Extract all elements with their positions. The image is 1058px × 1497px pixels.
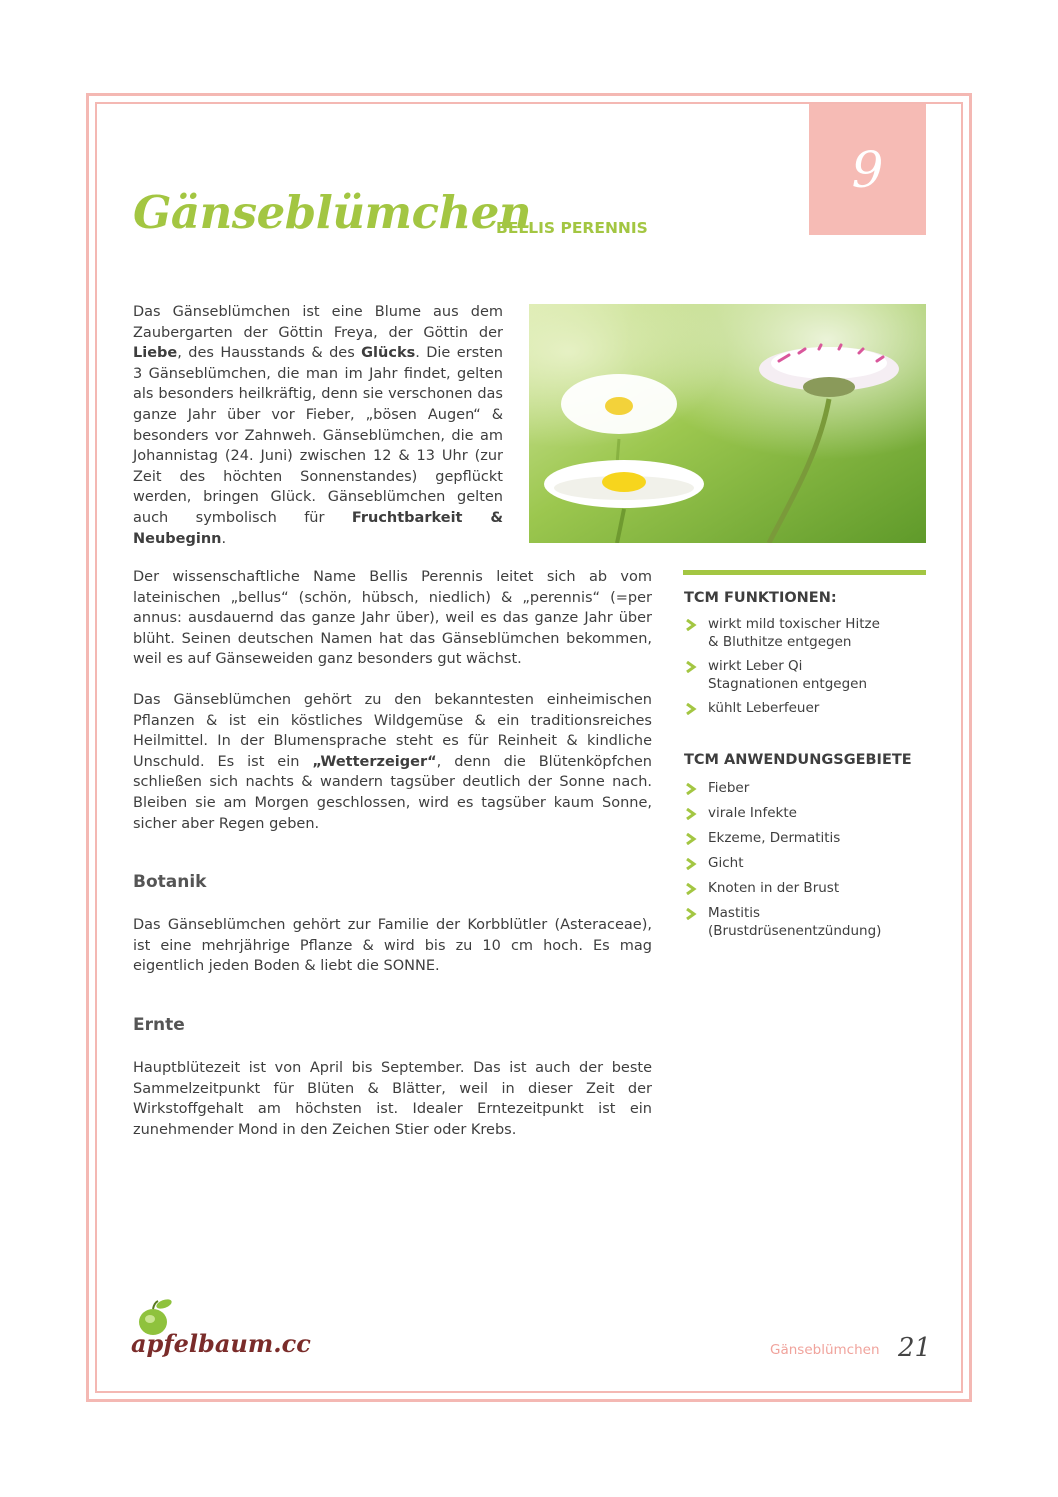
list-item: kühlt Leberfeuer [684, 700, 880, 718]
intro-paragraph: Das Gänseblümchen ist eine Blume aus dem Zaubergarten der Göttin Freya, der Göttin der Liebe, des Hausstands & des Glücks. Die ersten 3 Gänseblümchen, die man im Jahr findet, gelten als besonders heilkräftig, denn sie verschonen das ganze Jahr über vor Fieber, „bösen Augen“ & besonders vor Zahnweh. Gänseblümchen, die am Johannistag (24. Juni) zwischen 12 & 13 Uhr (zur Zeit des höchten Sonnenstandes) gepflückt werden, bringen Glück. Gänseblümchen gelten auch symbolisch für Fruchtbarkeit & Neubeginn. [133, 304, 503, 547]
daisy-photo [529, 304, 926, 543]
paragraph-name-origin: Der wissenschaftliche Name Bellis Perennis leitet sich ab vom lateinischen „bellus“ (schön, hübsch, niedlich) & „perennis“ (=per annus: ausdauernd das ganze Jahr über), weil es das ganze Jahr über blüht. Seinen deutschen Namen hat das Gänseblümchen bekommen, weil es auf Gänseweiden ganz besonders gut wächst. [133, 569, 652, 668]
tcm-anwendung-heading: TCM ANWENDUNGSGEBIETE [684, 752, 912, 768]
chevron-right-icon [684, 619, 698, 631]
paragraph-botanik: Das Gänseblümchen gehört zur Familie der Korbblütler (Asteraceae), ist eine mehrjährige Pflanze & wird bis zu 10 cm hoch. Es mag eigentlich jeden Boden & liebt die SONNE. [133, 917, 652, 975]
list-item: Gicht [684, 855, 881, 873]
list-item: Mastitis (Brustdrüsenentzündung) [684, 905, 881, 940]
list-item: Knoten in der Brust [684, 880, 881, 898]
chevron-right-icon [684, 783, 698, 795]
footer-section-label: Gänseblümchen [770, 1342, 880, 1358]
tcm-funktionen-list [684, 616, 880, 718]
chevron-right-icon [684, 858, 698, 870]
paragraph-ernte: Hauptblütezeit ist von April bis September. Das ist auch der beste Sammelzeitpunkt für Blüten & Blätter, weil in dieser Zeit der Wirkstoffgehalt am höchsten ist. Idealer Erntezeitpunkt ist ein zunehmender Mond in den Zeichen Stier oder Krebs. [133, 1060, 652, 1138]
chevron-right-icon [684, 703, 698, 715]
tcm-anwendung-list [684, 780, 881, 940]
page-title: Gänseblümchen [133, 186, 532, 239]
page-number: 21 [898, 1333, 932, 1363]
list-item: wirkt Leber Qi Stagnationen entgegen [684, 658, 880, 693]
list-item: Fieber [684, 780, 881, 798]
paragraph-weather: Das Gänseblümchen gehört zu den bekanntesten einheimischen Pflanzen & ist ein köstliches Wildgemüse & ein traditionsreiches Heilmittel. In der Blumensprache steht es für Reinheit & kindliche Unschuld. Es ist ein „Wetterzeiger“, denn die Blütenköpfchen schließen sich nachts & wandern tagsüber deutlich der Sonne nach. Bleiben sie am Morgen geschlossen, wird es tagsüber kaum Sonne, sicher aber Regen geben. [133, 692, 652, 832]
logo-text: apfelbaum.cc [131, 1329, 311, 1358]
daisy-flowers-image [529, 304, 926, 543]
chevron-right-icon [684, 661, 698, 673]
chevron-right-icon [684, 883, 698, 895]
heading-botanik: Botanik [133, 872, 207, 892]
list-item: virale Infekte [684, 805, 881, 823]
chevron-right-icon [684, 833, 698, 845]
sidebar-accent-bar [683, 570, 926, 575]
page-subtitle: BELLIS PERENNIS [496, 219, 648, 237]
tcm-funktionen-heading: TCM FUNKTIONEN: [684, 590, 837, 606]
heading-ernte: Ernte [133, 1015, 185, 1035]
chapter-number-badge [809, 104, 926, 235]
list-item: Ekzeme, Dermatitis [684, 830, 881, 848]
chevron-right-icon [684, 908, 698, 920]
chapter-number: 9 [851, 140, 884, 199]
list-item: wirkt mild toxischer Hitze & Bluthitze entgegen [684, 616, 880, 651]
chevron-right-icon [684, 808, 698, 820]
